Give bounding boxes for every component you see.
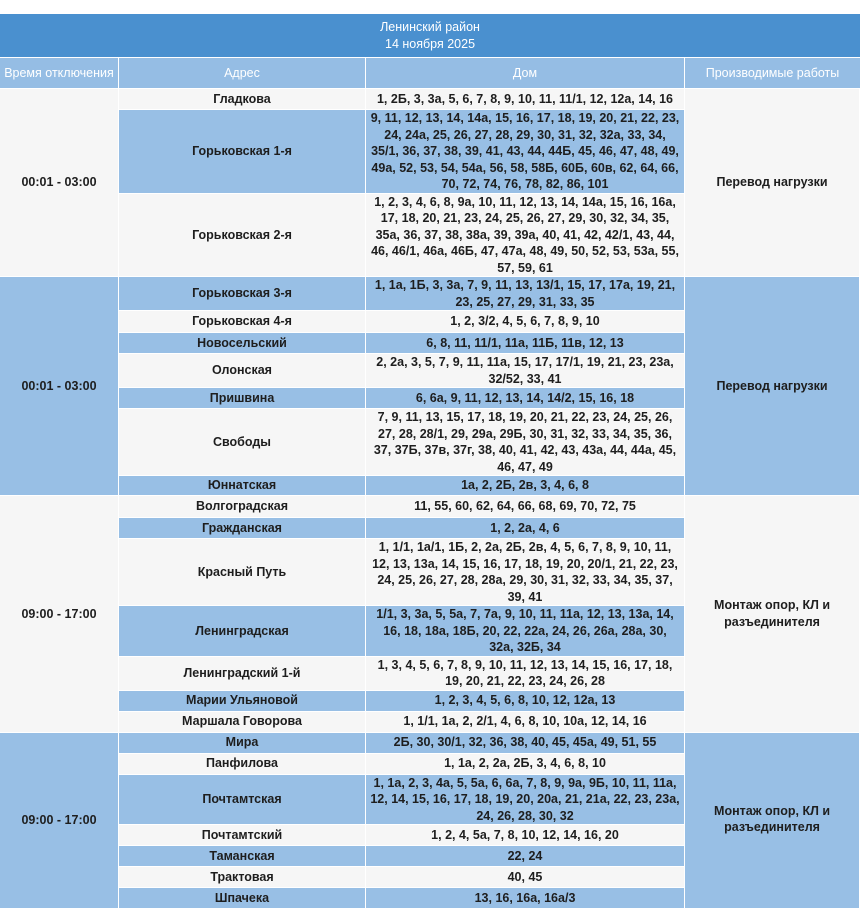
house-numbers: 1, 2Б, 3, 3а, 5, 6, 7, 8, 9, 10, 11, 11/1, 12, 12а, 14, 16 xyxy=(366,89,685,110)
street-name: Волгоградская xyxy=(119,496,366,518)
house-numbers: 1а, 2, 2Б, 2в, 3, 4, 6, 8 xyxy=(366,476,685,496)
column-header-address: Адрес xyxy=(119,58,366,89)
house-numbers: 22, 24 xyxy=(366,846,685,867)
outage-time: 00:01 - 03:00 xyxy=(0,89,119,277)
table-title xyxy=(0,14,860,58)
street-name: Трактовая xyxy=(119,867,366,888)
house-numbers: 6, 6а, 9, 11, 12, 13, 14, 14/2, 15, 16, 18 xyxy=(366,388,685,409)
house-numbers: 1, 2, 3/2, 4, 5, 6, 7, 8, 9, 10 xyxy=(366,311,685,333)
street-name: Красный Путь xyxy=(119,539,366,606)
street-name: Шпачека xyxy=(119,888,366,909)
street-name: Панфилова xyxy=(119,754,366,775)
house-numbers: 1, 1а, 2, 2а, 2Б, 3, 4, 6, 8, 10 xyxy=(366,754,685,775)
house-numbers: 1/1, 3, 3а, 5, 5а, 7, 7а, 9, 10, 11, 11а, 12, 13, 13а, 14, 16, 18, 18а, 18Б, 20, 22, 22а, 24, 26, 26а, 28а, 30, 32а, 32Б, 34 xyxy=(366,606,685,657)
district-name: Ленинский район xyxy=(4,19,856,36)
house-numbers: 1, 1а, 1Б, 3, 3а, 7, 9, 11, 13, 13/1, 15, 17, 17а, 19, 21, 23, 25, 27, 29, 31, 33, 35 xyxy=(366,277,685,311)
house-numbers: 13, 16, 16а, 16а/3 xyxy=(366,888,685,909)
column-header-works: Производимые работы xyxy=(685,58,860,89)
house-numbers: 1, 2, 3, 4, 6, 8, 9а, 10, 11, 12, 13, 14, 14а, 15, 16, 16а, 17, 18, 20, 21, 23, 24, 25, 26, 27, 29, 30, 32, 34, 35, 35а, 36, 37, 38, 38а, 39, 39а, 40, 41, 42, 42/1, 43, 44, 46, 46/1, 46а, 46Б, 47, 47а, 48, 49, 50, 52, 53, 53а, 55, 57, 59, 61 xyxy=(366,194,685,278)
table-row xyxy=(0,277,860,311)
outage-table xyxy=(0,14,860,909)
house-numbers: 1, 1/1, 1а/1, 1Б, 2, 2а, 2Б, 2в, 4, 5, 6, 7, 8, 9, 10, 11, 12, 13, 13а, 14, 15, 16, 17, 18, 19, 20, 20/1, 21, 22, 23, 24, 25, 26, 27, 28, 28а, 29, 30, 31, 32, 33, 34, 35, 37, 39, 41 xyxy=(366,539,685,606)
house-numbers: 2Б, 30, 30/1, 32, 36, 38, 40, 45, 45а, 49, 51, 55 xyxy=(366,733,685,754)
house-numbers: 1, 3, 4, 5, 6, 7, 8, 9, 10, 11, 12, 13, 14, 15, 16, 17, 18, 19, 20, 21, 22, 23, 24, 26, 28 xyxy=(366,657,685,691)
street-name: Мира xyxy=(119,733,366,754)
house-numbers: 11, 55, 60, 62, 64, 66, 68, 69, 70, 72, 75 xyxy=(366,496,685,518)
street-name: Гладкова xyxy=(119,89,366,110)
table-row xyxy=(0,89,860,110)
street-name: Горьковская 3-я xyxy=(119,277,366,311)
street-name: Почтамтский xyxy=(119,825,366,846)
house-numbers: 2, 2а, 3, 5, 7, 9, 11, 11а, 15, 17, 17/1, 19, 21, 23, 23а, 32/52, 33, 41 xyxy=(366,354,685,388)
column-header-houses: Дом xyxy=(366,58,685,89)
column-header-time: Время отключения xyxy=(0,58,119,89)
street-name: Ленинградская xyxy=(119,606,366,657)
street-name: Марии Ульяновой xyxy=(119,691,366,712)
works-description: Перевод нагрузки xyxy=(685,89,860,277)
street-name: Горьковская 2-я xyxy=(119,194,366,278)
outage-time: 09:00 - 17:00 xyxy=(0,733,119,909)
table-row xyxy=(0,496,860,518)
house-numbers: 6, 8, 11, 11/1, 11а, 11Б, 11в, 12, 13 xyxy=(366,333,685,354)
street-name: Пришвина xyxy=(119,388,366,409)
works-description: Монтаж опор, КЛ и разъединителя xyxy=(685,496,860,733)
street-name: Таманская xyxy=(119,846,366,867)
street-name: Горьковская 4-я xyxy=(119,311,366,333)
street-name: Маршала Говорова xyxy=(119,712,366,733)
street-name: Свободы xyxy=(119,409,366,476)
outage-time: 09:00 - 17:00 xyxy=(0,496,119,733)
outage-time: 00:01 - 03:00 xyxy=(0,277,119,496)
street-name: Ленинградский 1-й xyxy=(119,657,366,691)
table-body xyxy=(0,89,860,909)
table-row xyxy=(0,733,860,754)
street-name: Горьковская 1-я xyxy=(119,110,366,194)
house-numbers: 1, 2, 2а, 4, 6 xyxy=(366,518,685,539)
house-numbers: 9, 11, 12, 13, 14, 14а, 15, 16, 17, 18, 19, 20, 21, 22, 23, 24, 24а, 25, 26, 27, 28, 29, 30, 31, 32, 32а, 33, 34, 35/1, 36, 37, 38, 39, 41, 43, 44, 44Б, 45, 46, 47, 48, 49, 49а, 52, 53, 54, 54а, 56, 58, 58Б, 60Б, 60в, 62, 64, 66, 70, 72, 74, 76, 78, 82, 86, 101 xyxy=(366,110,685,194)
works-description: Монтаж опор, КЛ и разъединителя xyxy=(685,733,860,909)
works-description: Перевод нагрузки xyxy=(685,277,860,496)
house-numbers: 1, 1а, 2, 3, 4а, 5, 5а, 6, 6а, 7, 8, 9, 9а, 9Б, 10, 11, 11а, 12, 14, 15, 16, 17, 18, 19, 20, 20а, 21, 21а, 22, 23, 23а, 24, 26, 28, 30, 32 xyxy=(366,775,685,826)
house-numbers: 7, 9, 11, 13, 15, 17, 18, 19, 20, 21, 22, 23, 24, 25, 26, 27, 28, 28/1, 29, 29а, 29Б, 30, 31, 32, 33, 34, 35, 36, 37, 37Б, 37в, 37г, 38, 40, 41, 42, 43, 43а, 44, 44а, 45, 46, 47, 49 xyxy=(366,409,685,476)
street-name: Гражданская xyxy=(119,518,366,539)
house-numbers: 1, 1/1, 1а, 2, 2/1, 4, 6, 8, 10, 10а, 12, 14, 16 xyxy=(366,712,685,733)
report-date: 14 ноября 2025 xyxy=(4,36,856,53)
street-name: Юннатская xyxy=(119,476,366,496)
house-numbers: 40, 45 xyxy=(366,867,685,888)
street-name: Олонская xyxy=(119,354,366,388)
street-name: Почтамтская xyxy=(119,775,366,826)
house-numbers: 1, 2, 4, 5а, 7, 8, 10, 12, 14, 16, 20 xyxy=(366,825,685,846)
house-numbers: 1, 2, 3, 4, 5, 6, 8, 10, 12, 12а, 13 xyxy=(366,691,685,712)
street-name: Новосельский xyxy=(119,333,366,354)
